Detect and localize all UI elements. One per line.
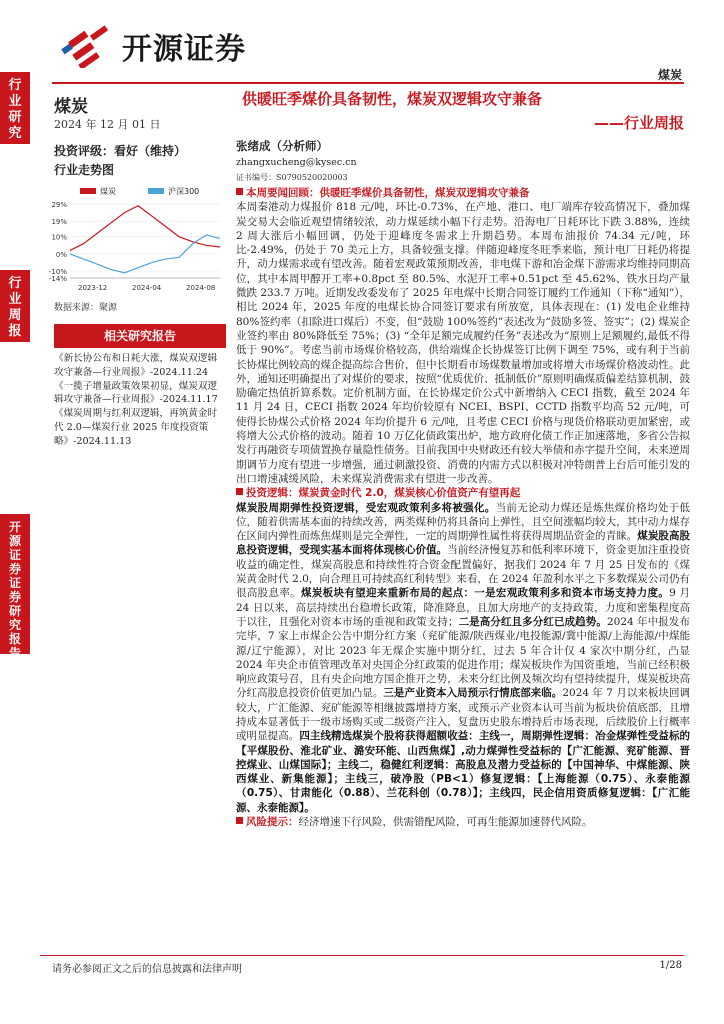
rating: 投资评级：看好（维持） [54,144,187,158]
related-report-item[interactable]: 《新长协公布和日耗大涨，煤炭双逻辑攻守兼备—行业周报》-2024.11.24 [54,353,218,378]
legend-swatch [80,188,96,194]
footer-divider [40,955,684,956]
series-line [70,206,220,251]
square-bullet-icon [236,488,243,495]
related-reports-list [54,352,226,449]
report-body [236,186,690,829]
trend-label: 行业走势图 [54,163,115,177]
y-tick-label: 29% [51,201,67,209]
related-report-item[interactable]: 《煤炭周期与红利双逻辑，再筑黄金时代 2.0—煤炭行业 2025 年度投资策略》-2024.11.13 [54,408,218,447]
y-tick-label: -10% [48,268,67,277]
report-title: 供暖旺季煤价具备韧性，煤炭双逻辑攻守兼备 [242,90,543,108]
industry-trend-chart [40,182,226,300]
analyst-name: 张绪成（分析师） [236,139,328,153]
header-tag: 煤炭 [657,68,682,82]
page-number: 1/28 [659,960,682,971]
legend-swatch [148,188,164,194]
brand-mark-icon [60,24,114,68]
analyst-cert: 证书编号：S0790520020003 [236,173,348,182]
y-tick-label: -14% [48,275,67,283]
industry-name: 煤炭 [54,97,88,117]
side-tab-research: 行业研究 [0,72,30,144]
square-bullet-icon [236,188,243,195]
chart-source: 数据来源：聚源 [54,303,118,313]
x-tick-label: 2023-12 [78,284,108,292]
x-tick-label: 2024-08 [186,284,216,292]
brand-name: 开源证券 [122,32,246,67]
x-tick-label: 2024-04 [132,284,162,292]
legend-label: 煤炭 [100,187,116,196]
header-divider [52,82,684,84]
square-bullet-icon [236,817,243,824]
y-tick-label: 0% [55,250,67,259]
y-tick-label: 19% [51,218,67,227]
legend-label: 沪深300 [168,187,200,196]
report-date: 2024 年 12 月 01 日 [54,118,161,131]
section-heading: 投资逻辑：煤炭黄金时代 2.0，煤炭核心价值资产有望再起 [236,486,690,500]
risk-paragraph: 风险提示：经济增速下行风险，供需错配风险，可再生能源加速替代风险。 [236,815,690,829]
analyst-email[interactable]: zhangxucheng@kysec.cn [236,157,357,168]
footer-disclaimer: 请务必参阅正文之后的信息披露和法律声明 [52,964,242,975]
side-tab-report: 开源证券证券研究报告 [0,514,30,654]
related-reports-header: 相关研究报告 [54,324,226,348]
body-paragraph: 煤炭股周期弹性投资逻辑，受宏观政策利多将被强化。当前无论动力煤还是炼焦煤价格均处于低位，随着供需基本面的持续改善，两类煤种仍将具备向上弹性，且空间涨幅均较大，其中动力煤存在区间内弹性而炼焦煤则是完全弹性，一定的周期弹性属性将获得周期品资金的青睐。煤炭股高股息投资逻辑，受现实基本面将体现核心价值。当前经济慢复苏和低利率环境下，资金更加注重投资收益的确定性，煤炭高股息和持续性符合资金配置偏好，据我们 2024 年 7 月 25 日发布的《煤炭黄金时代 2.0，向合理且可持续高红利转型》来看，在 2024 年盈利水平之下多数煤炭公司仍有很高股息率。煤炭板块有望迎来重新布局的起点：一是宏观政策利多和资本市场支持力度。9 月 24 日以来，高层持续出台稳增长政策，降准降息，且加大房地产的支持政策，力度和密集程度高于以往，且强化对资本市场的重视和政策支持；二是高分红且多分红已成趋势。2024 年中报发布完毕，7 家上市煤企公告中期分红方案（兖矿能源/陕西煤业/电投能源/冀中能源/上海能源/中煤能源/辽宁能源），对比 2023 年无煤企实施中期分红，过去 5 年合计仅 4 家次中期分红，凸显 2024 年央企市值管理改革对央国企分红政策的促进作用；煤炭板块作为国资重地，当前已经积极响应政策号召，且有央企向地方国企推开之势，未来分红比例及频次均有望持续提升，煤炭板块高分红高股息投资价值更加凸显。三是产业资本入局预示行情底部来临。2024 年 7 月以来板块回调较大，广汇能源、兖矿能源等相继披露增持方案，或预示产业资本认可当前为板块价值底部，且增持成本显著低于一级市场购买或二级资产注入，复盘历史股东增持后市场表现，后续股价上行概率或明显提高。四主线精选煤炭个股将获得超额收益：主线一，周期弹性逻辑：冶金煤弹性受益标的【平煤股份、淮北矿业、潞安环能、山西焦煤】,动力煤弹性受益标的【广汇能源、兖矿能源、晋控煤业、山煤国际】；主线二，稳健红利逻辑：高股息及潜力受益标的【中国神华、中煤能源、陕西煤业、新集能源】；主线三，破净股（PB<1）修复逻辑：【上海能源（0.75）、永泰能源（0.75）、甘肃能化（0.88）、兰花科创（0.78）】；主线四，民企信用资质修复逻辑：【广汇能源、永泰能源】。 [236,501,691,814]
brand-logo [60,20,280,72]
body-paragraph: 本周秦港动力煤报价 818 元/吨，环比-0.73%，在产地、港口、电厂端库存较高情况下，叠加煤炭交易大会临近观望情绪较浓，动力煤延续小幅下行走势。沿海电厂日耗环比下跌 3.88%，连续 2 周大涨后小幅回调，仍处于迎峰度冬需求上升期趋势。本周布油报价 74.34 元/吨，环比-2.49%，仍处于 70 美元上方，具备较强支撑。伴随迎峰度冬旺季来临，预计电厂日耗仍将提升，动力煤需求或有望改善。随着宏观政策预期改善，非电煤下游和冶金煤下游需求均维持同期高位，其中本周甲醇开工率+0.8pct 至 80.5%、水泥开工率+0.51pct 至 45.62%、铁水日均产量微跌 233.7 万吨。近期发改委发布了 2025 年电煤中长期合同签订履约工作通知（下称“通知”），相比 2024 年，2025 年度的电煤长协合同签订要求有所放宽，具体表现在：(1) 发电企业维持 80%签约率（扣除进口煤后）不变，但“鼓励 100%签约”表述改为“鼓励多签、签实”；(2) 煤炭企业签约率由 80%降低至 75%；(3) “全年足额完成履约任务”表述改为“原则上足额履约,最低不得低于 90%”。考虑当前市场煤价格较高，供给端煤企长协煤签订比例下调至 75%，或有利于当前长协煤比例较高的煤企提高综合售价，但中长期看市场煤数量增加或将增大市场煤价格波动性。此外，通知还明确提出了对煤价的要求，按照“优质优价、抵制低价”原则明确煤质偏差结算机制，鼓励确定热值折算系数。定价机制方面，在长协煤定价公式中新增纳入 CECI 指数，截至 2024 年 11 月 24 日，CECI 指数 2024 年均价较原有 NCEI、BSPI、CCTD 指数平均高 52 元/吨，可使得长协煤公式价格 2024 年均价提升 6 元/吨，且考虑 CECI 价格与现货价格联动更加紧密，或将增大公式价格的波动。随着 10 万亿化债政策出炉，地方政府化债工作正加速落地，多省公告拟发行再融资专项债置换存量隐性债务。目前我国中央财政还有较大举债和赤字提升空间，未来逆周期调节力度有望进一步增强，通过刺激投资、消费的内需方式以积极对冲特朗普上台后可能引发的出口增速减缓风险，未来煤炭消费需求有望进一步改善。 [236,201,690,485]
report-subtitle: ——行业周报 [593,114,684,132]
y-tick-label: 10% [51,233,67,242]
section-heading: 本周要闻回顾：供暖旺季煤价具备韧性，煤炭双逻辑攻守兼备 [236,186,690,200]
related-report-item[interactable]: 《一揽子增量政策效果初显，煤炭双逻辑攻守兼备—行业周报》-2024.11.17 [54,380,218,406]
side-tab-weekly: 行业周报 [0,270,30,342]
